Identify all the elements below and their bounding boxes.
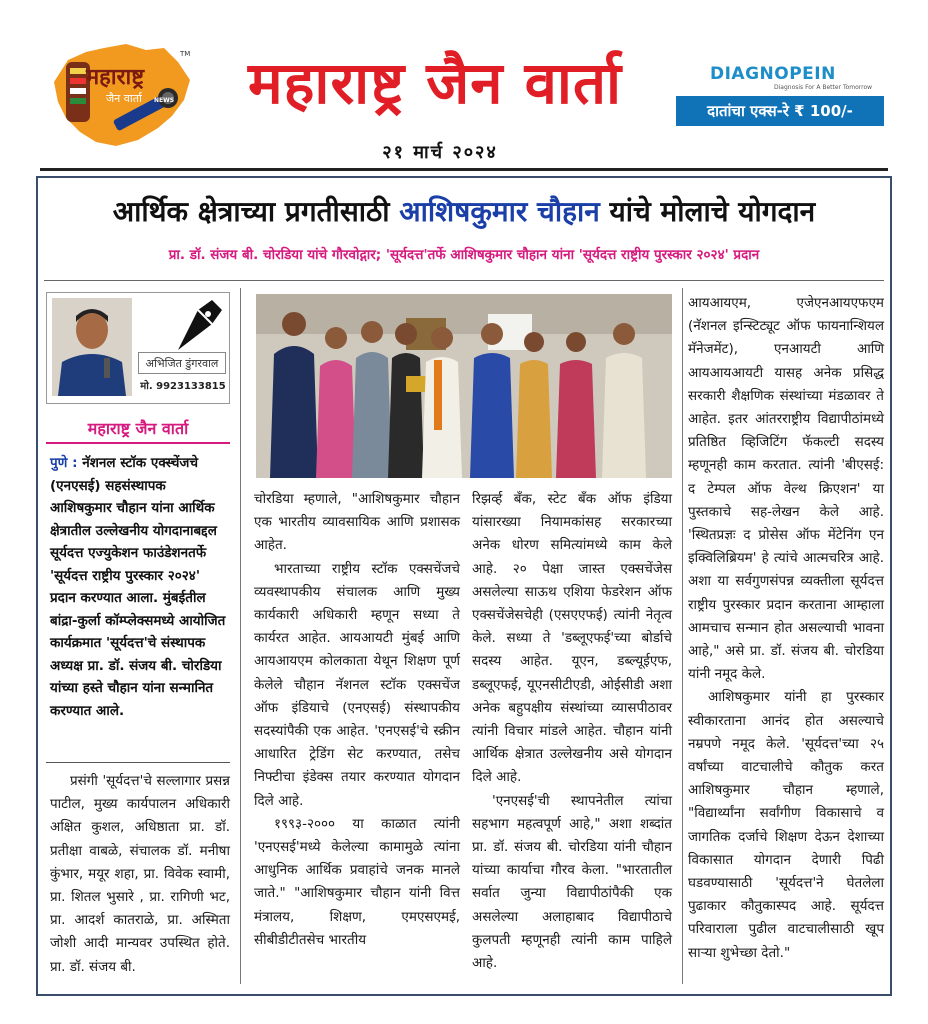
masthead-title: महाराष्ट्र जैन वार्ता [247,49,623,117]
reporter-name: अभिजित डुंगरवाल [138,352,226,374]
lead-text: नॅशनल स्टॉक एक्स्चेंजचे (एनएसई) सहसंस्थापक आशिषकुमार चौहान यांना आर्थिक क्षेत्रातील उल्लेखनीय योगदानाबद्दल सूर्यदत्त एज्युकेशन फाउंडेशनतर्फे 'सूर्यदत्त राष्ट्रीय पुरस्कार २०२४' प्रदान करण्यात आला. मुंबईतील बांद्रा-कुर्ला कॉम्प्लेक्समध्ये आयोजित कार्यक्रमात 'सूर्यदत्त'चे संस्थापक अध्यक्ष प्रा. डॉ. संजय बी. चोरडिया यांच्या हस्ते चौहान यांना सन्मानित करण्यात आले. [50,455,226,719]
column-rule-3 [682,288,683,984]
headline-part2: यांचे मोलाचे योगदान [599,195,816,228]
diagnopein-ad[interactable] [676,60,886,126]
award-ceremony-photo [256,294,672,478]
column-4-paragraph-1: आयआयएम, एजेएनआयएफएम (नॅशनल इन्स्टिट्यूट ऑफ फायनान्शियल मॅनेजमेंट), एनआयटी आणि आयआयआयटी यासह अनेक प्रसिद्ध सरकारी शैक्षणिक संस्थांच्या मंडळावर ते आहेत. इतर आंतरराष्ट्रीय विद्यापीठांमध्ये प्रतिष्ठित व्हिजिटिंग फॅकल्टी सदस्य म्हणूनही काम करतात. त्यांनी 'बीएसई: द टेम्पल ऑफ वेल्थ क्रिएशन' या पुस्तकाचे सह-लेखन केले आहे. 'स्थितप्रज्ञः द प्रोसेस ऑफ मेंटेनिंग एन इक्विलिब्रियम' हे त्यांचे आत्मचरित्र आहे. अशा या सर्वगुणसंपन्न व्यक्तीला सूर्यदत्त राष्ट्रीय पुरस्कार प्रदान करताना आम्हाला आमचाच सन्मान होत असल्याची भावना आहे," असे प्रा. डॉ. संजय बी. चोरडिया यांनी नमूद केले. [688,295,884,683]
column-1-paragraph: प्रसंगी 'सूर्यदत्त'चे सल्लागार प्रसन्न पाटील, मुख्य कार्यपालन अधिकारी अक्षित कुशल, अधिष्ठाता प्रा. डॉ. प्रतीक्षा वाबळे, संचालक डॉ. मनीषा कुंभार, मयूर शहा, प्रा. विवेक स्वामी, प्रा. शितल भुसारे , प्रा. रागिणी भट, प्रा. आदर्श कातराळे, प्रा. अस्मिता जोशी आदी मान्यवर उपस्थित होते. प्रा. डॉ. संजय बी. [50,773,230,975]
column-4 [688,292,884,965]
logo-sub: जैन वार्ता [106,92,142,105]
masthead-divider [40,168,888,171]
reporter-photo [52,298,132,396]
column-rule-1 [240,288,241,984]
article-subhead: प्रा. डॉ. संजय बी. चोरडिया यांचे गौरवोद्गार; 'सूर्यदत्त'तर्फे आशिषकुमार चौहान यांना 'सूर्यदत्त राष्ट्रीय पुरस्कार २०२४' प्रदान [168,247,760,263]
column-2 [254,488,460,952]
column-2-paragraph-3: १९९३-२००० या काळात त्यांनी 'एनएसई'मध्ये केलेल्या कामामुळे त्यांना आधुनिक आर्थिक प्रवाहांचे जनक मानले जाते." "आशिषकुमार चौहान यांनी वित्त मंत्रालय, शिक्षण, एमएसएमई, सीबीडीटीतसेच भारतीय [254,815,460,948]
lead-paragraph [50,452,230,722]
lead-divider [46,762,230,763]
ad-offer: दातांचा एक्स-रे ₹ 100/- [676,96,884,126]
ad-brand: DIAGNOPEIN [710,64,836,84]
headline-name: आशिषकुमार चौहान [399,195,600,228]
logo-news: NEWS [154,97,175,104]
column-4-paragraph-2: आशिषकुमार यांनी हा पुरस्कार स्वीकारताना आनंद होत असल्याचे नम्रपणे नमूद केले. 'सूर्यदत्त'च्या २५ वर्षांच्या वाटचालीचे कौतुक करत आशिषकुमार चौहान म्हणाले, "विद्यार्थ्यांना सर्वांगीण विकासाचे व जागतिक दर्जाचे शिक्षण देऊन देशाच्या विकासात योगदान देणारी पिढी घडवण्यासाठी 'सूर्यदत्त'ने घेतलेला पुढाकार कौतुकास्पद आहे. सूर्यदत्त परिवाराला पुढील वाटचालीसाठी खूप साऱ्या शुभेच्छा देतो." [688,689,884,961]
logo-tm: TM [180,50,191,58]
column-3-paragraph-2: 'एनएसई'ची स्थापनेतील त्यांचा सहभाग महत्वपूर्ण आहे," अशा शब्दांत प्रा. डॉ. संजय बी. चोरडिया यांनी चौहान यांच्या कार्याचा गौरव केला. "भारतातील सर्वात जुन्या विद्यापीठांपैकी एक असलेल्या अलाहाबाद विद्यापीठाचे कुलपती म्हणूनही त्यांनी काम पाहिले आहे. [472,792,672,972]
column-1 [50,770,230,979]
headline-divider [44,280,884,281]
column-3 [472,488,672,975]
reporter-mobile: मो. 9923133815 [140,381,226,392]
column-2-paragraph-1: चोरडिया म्हणाले, "आशिषकुमार चौहान एक भारतीय व्यावसायिक आणि प्रशासक आहेत. [254,491,460,554]
ad-brand-bar [676,60,886,94]
headline-part1: आर्थिक क्षेत्राच्या प्रगतीसाठी [112,195,400,228]
dateline-city: पुणे : [50,455,78,471]
ad-tagline: Diagnosis For A Better Tomorrow [774,84,873,91]
newspaper-logo [46,42,196,154]
column-2-paragraph-2: भारताच्या राष्ट्रीय स्टॉक एक्सचेंजचे व्यवस्थापकीय संचालक आणि मुख्य कार्यकारी अधिकारी म्हणून सध्या ते कार्यरत आहेत. आयआयटी मुंबई आणि आयआयएम कोलकाता येथून शिक्षण पूर्ण केलेले चौहान नॅशनल स्टॉक एक्सचेंज ऑफ इंडियाचे (एनएसई) संस्थापकीय सदस्यांपैकी एक आहेत. 'एनएसई'चे स्क्रीन आधारित ट्रेडिंग सेट करण्यात, तसेच निफ्टीचा इंडेक्स तयार करण्यात योगदान दिले आहे. [254,560,460,809]
column-3-paragraph-1: रिझर्व्ह बँक, स्टेट बँक ऑफ इंडिया यांसारख्या नियामकांसह सरकारच्या अनेक धोरण समित्यांमध्ये काम केले आहे. २० पेक्षा जास्त एक्सचेंजेस असलेल्या साऊथ एशिया फेडरेशन ऑफ एक्सचेंजेसचेही (एसएएफई) त्यांनी नेतृत्व केले. सध्या ते 'डब्लूएफई'च्या बोर्डाचे सदस्य आहेत. यूएन, डब्ल्यूईएफ, डब्लूएफई, यूएनसीटीएडी, ओईसीडी अशा अनेक बहुपक्षीय संस्थांच्या व्यासपीठावर त्यांनी विचार मांडले आहेत. चौहान यांनी आर्थिक क्षेत्रात उल्लेखनीय असे योगदान दिले आहे. [472,491,672,786]
publication-date: २१ मार्च २०२४ [382,142,498,163]
article-headline [44,190,884,234]
logo-text: महाराष्ट्र [86,65,145,90]
pen-nib-icon [172,296,226,356]
byline: महाराष्ट्र जैन वार्ता [46,414,230,444]
